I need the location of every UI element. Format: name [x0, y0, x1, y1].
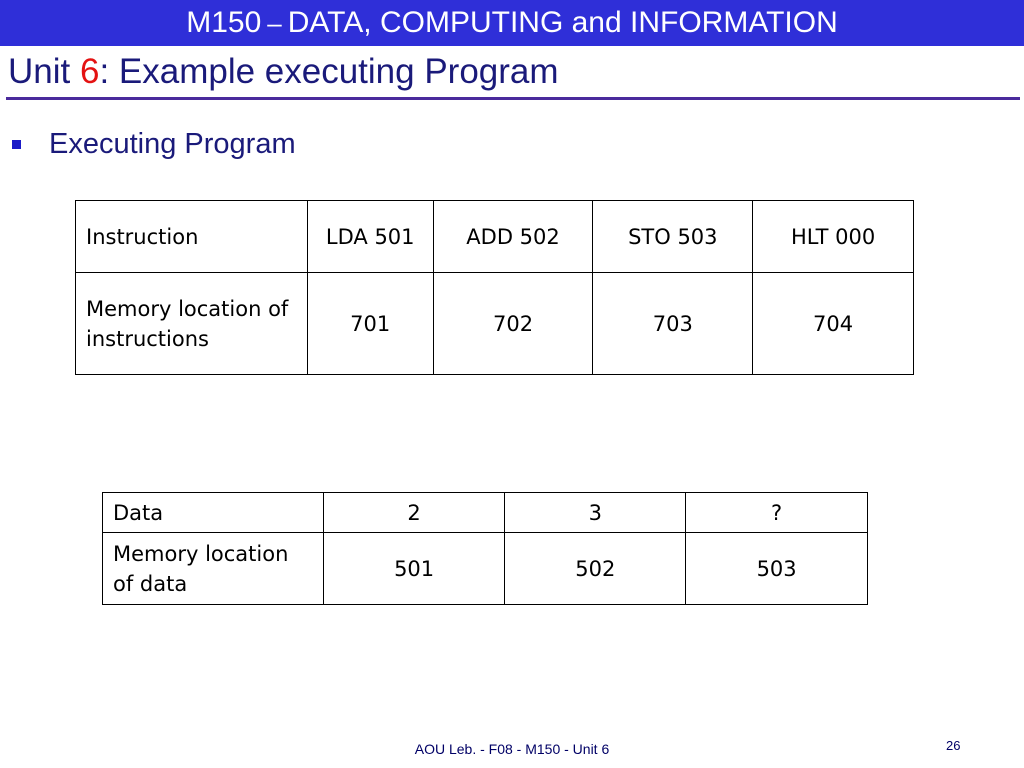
instruction-cell: ADD 502	[433, 201, 593, 273]
row-header-data: Data	[103, 493, 324, 533]
title-prefix: Unit	[8, 52, 80, 91]
title-suffix: : Example executing Program	[99, 52, 559, 91]
data-location-cell: 503	[686, 533, 868, 605]
data-table	[102, 492, 868, 605]
course-code: M150	[186, 6, 262, 39]
instruction-table	[75, 200, 914, 375]
data-location-cell: 501	[323, 533, 505, 605]
table-row	[76, 201, 914, 273]
table-row	[103, 493, 868, 533]
page-number: 26	[946, 738, 961, 753]
table-row	[103, 533, 868, 605]
slide-title	[8, 52, 559, 92]
header-separator: –	[267, 8, 282, 38]
table-row	[76, 273, 914, 375]
row-header-data-location: Memory location of data	[103, 533, 324, 605]
title-underline	[6, 97, 1020, 100]
bullet-text: Executing Program	[49, 128, 296, 160]
location-cell: 704	[753, 273, 914, 375]
location-cell: 702	[433, 273, 593, 375]
data-location-cell: 502	[505, 533, 686, 605]
data-value-cell: 2	[323, 493, 505, 533]
data-value-cell: ?	[686, 493, 868, 533]
bullet-item	[12, 128, 296, 161]
instruction-cell: STO 503	[593, 201, 753, 273]
slide-footer: AOU Leb. - F08 - M150 - Unit 6	[414, 741, 610, 757]
row-header-instruction-location: Memory location of instructions	[76, 273, 308, 375]
instruction-cell: LDA 501	[307, 201, 433, 273]
course-subtitle: DATA, COMPUTING and INFORMATION	[287, 6, 838, 39]
row-header-instruction: Instruction	[76, 201, 308, 273]
location-cell: 703	[593, 273, 753, 375]
data-value-cell: 3	[505, 493, 686, 533]
bullet-square-icon	[12, 140, 21, 149]
slide-header-bar	[0, 0, 1024, 46]
location-cell: 701	[307, 273, 433, 375]
title-unit-number: 6	[79, 52, 100, 91]
instruction-cell: HLT 000	[753, 201, 914, 273]
